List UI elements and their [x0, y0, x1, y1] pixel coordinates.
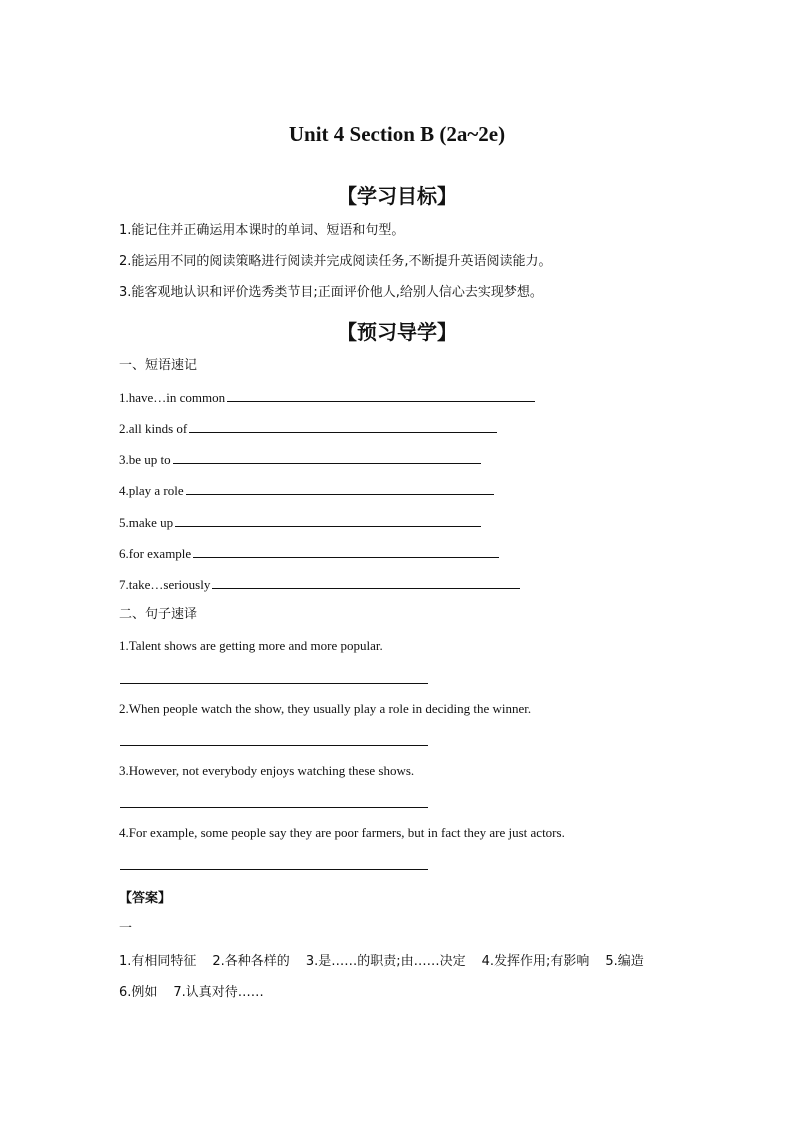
answer-item: 3.是……的职责;由……决定 [305, 954, 466, 969]
sentence-answer-line-3[interactable] [120, 807, 428, 808]
sentence-answer-line-2[interactable] [120, 745, 428, 746]
phrases-section-title: 一、短语速记 [119, 358, 198, 373]
phrase-row-3 [119, 450, 481, 470]
sentence-2: 2.When people watch the show, they usually play a role in deciding the winner. [119, 701, 532, 716]
answer-item: 6.例如 [119, 985, 158, 1000]
phrase-text: 7.take…seriously [119, 577, 211, 592]
sentence-3: 3.However, not everybody enjoys watching these shows. [119, 763, 415, 778]
answers-heading: 【答案】 [119, 891, 172, 906]
phrase-row-4 [119, 481, 494, 501]
sentences-section-title: 二、句子速译 [119, 607, 198, 622]
sentence-answer-line-1[interactable] [120, 683, 428, 684]
phrase-row-6 [119, 544, 499, 564]
answers-part-marker: 一 [119, 921, 133, 936]
objective-item-3: 3.能客观地认识和评价选秀类节目;正面评价他人,给别人信心去实现梦想。 [119, 285, 543, 300]
phrase-text: 6.for example [119, 546, 192, 561]
phrase-answer-blank[interactable] [227, 388, 535, 402]
objectives-heading: 【学习目标】 [337, 184, 457, 208]
objective-item-1: 1.能记住并正确运用本课时的单词、短语和句型。 [119, 223, 405, 238]
objective-item-2: 2.能运用不同的阅读策略进行阅读并完成阅读任务,不断提升英语阅读能力。 [119, 254, 552, 269]
answers-row-1 [119, 950, 660, 969]
answers-row-2 [119, 981, 280, 1000]
sentence-answer-line-4[interactable] [120, 869, 428, 870]
phrase-text: 5.make up [119, 515, 174, 530]
page-title: Unit 4 Section B (2a~2e) [288, 122, 506, 146]
phrase-answer-blank[interactable] [173, 450, 481, 464]
phrase-row-1 [119, 388, 535, 408]
sentence-1: 1.Talent shows are getting more and more popular. [119, 638, 383, 653]
answer-item: 2.各种各样的 [212, 954, 290, 969]
phrase-row-2 [119, 419, 497, 439]
phrase-answer-blank[interactable] [193, 544, 499, 558]
phrase-text: 4.play a role [119, 483, 184, 498]
phrase-row-7 [119, 575, 520, 595]
answer-item: 1.有相同特征 [119, 954, 197, 969]
phrase-text: 3.be up to [119, 452, 171, 467]
answer-item: 7.认真对待…… [173, 985, 264, 1000]
phrase-answer-blank[interactable] [212, 575, 520, 589]
phrase-row-5 [119, 513, 481, 533]
preview-heading: 【预习导学】 [337, 320, 457, 344]
answer-item: 5.编造 [605, 954, 644, 969]
phrase-answer-blank[interactable] [175, 513, 481, 527]
phrase-answer-blank[interactable] [186, 481, 494, 495]
answer-item: 4.发挥作用;有影响 [481, 954, 590, 969]
phrase-text: 1.have…in common [119, 390, 226, 405]
phrase-answer-blank[interactable] [189, 419, 497, 433]
phrase-text: 2.all kinds of [119, 421, 188, 436]
sentence-4: 4.For example, some people say they are poor farmers, but in fact they are just actors. [119, 825, 565, 840]
